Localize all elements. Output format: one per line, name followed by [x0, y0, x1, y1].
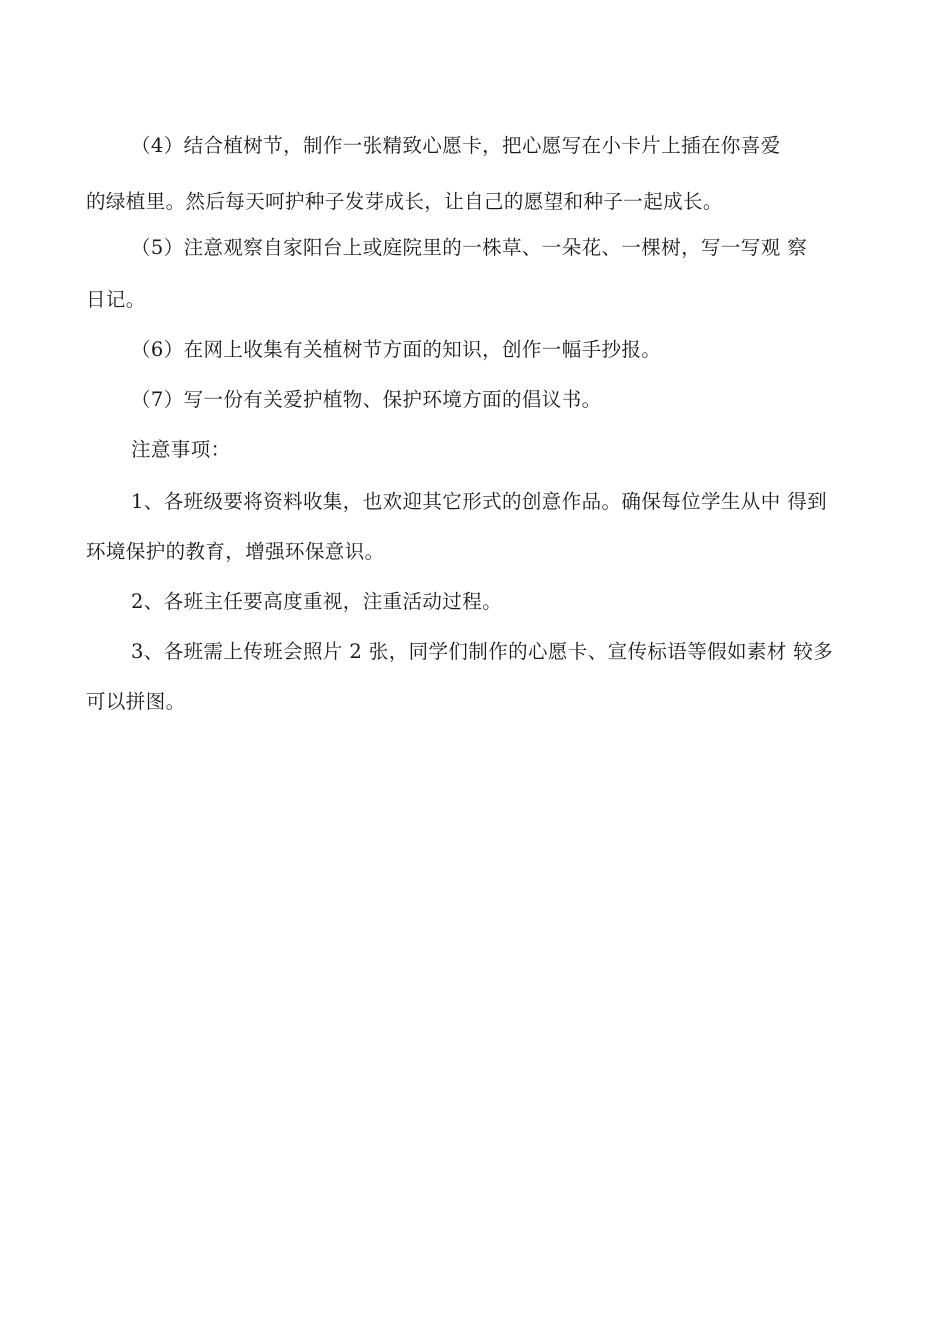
item-5-line-1: （5）注意观察自家阳台上或庭院里的一株草、一朵花、一棵树，写一写观 察: [131, 236, 808, 259]
item-7-line: （7）写一份有关爱护植物、保护环境方面的倡议书。: [131, 388, 602, 411]
note-3-line-2: 可以拼图。: [86, 690, 186, 713]
notes-heading: 注意事项：: [131, 438, 231, 461]
item-5-line-2: 日记。: [86, 288, 146, 311]
item-4-line-2: 的绿植里。然后每天呵护种子发芽成长，让自己的愿望和种子一起成长。: [86, 190, 723, 213]
item-4-line-1: （4）结合植树节，制作一张精致心愿卡，把心愿写在小卡片上插在你喜爱: [131, 134, 781, 157]
note-3-line-1: 3、各班需上传班会照片 2 张，同学们制作的心愿卡、宣传标语等假如素材 较多: [131, 640, 834, 663]
note-1-line-1: 1、各班级要将资料收集，也欢迎其它形式的创意作品。确保每位学生从中 得到: [131, 490, 828, 513]
note-2-line: 2、各班主任要高度重视，注重活动过程。: [131, 590, 503, 613]
item-6-line: （6）在网上收集有关植树节方面的知识，创作一幅手抄报。: [131, 338, 662, 361]
note-1-line-2: 环境保护的教育，增强环保意识。: [86, 540, 385, 563]
